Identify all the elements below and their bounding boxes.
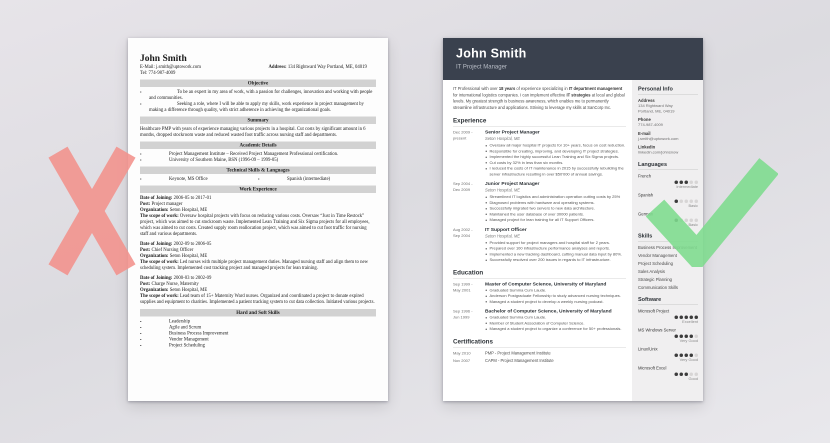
- certification-text: CAPM - Project Management Institute: [485, 358, 554, 363]
- skill-item: Business Process Improvement: [638, 244, 697, 250]
- address-label: Address:: [268, 64, 287, 70]
- job-bullet: Streamlined IT logistics and administration operation cutting costs by 25%: [485, 194, 626, 200]
- rating-dots: [638, 353, 698, 357]
- bullet-text: Keynote, MS Office: [169, 176, 208, 182]
- skill-item: Vendor Management: [638, 252, 677, 258]
- scope-label: The scope of work:: [140, 213, 179, 219]
- section-heading-certifications: Certifications: [453, 338, 626, 348]
- address-value: 134 Rightward Way Portland, ME, 04019: [287, 64, 367, 70]
- bad-resume-page: [128, 38, 388, 401]
- section-heading-experience: Experience: [453, 117, 626, 127]
- summary-paragraph: IT Professional with over 18 years of experience specializing in IT department management for international logistics companies. I can implement effective IT strategies at local and global levels. My greatest strength is business awareness, which enables me to permanently streamline infrastructure and applications. Striving to leverage my skills at SanCorp Inc.: [453, 86, 625, 110]
- resume-header: [140, 53, 376, 76]
- job-bullet: Cut costs by 32% in less than six months.: [485, 160, 626, 166]
- personal-field-address: Address 134 Rightward Way Portland, ME, 04019: [638, 98, 675, 114]
- bullet-item: [140, 157, 376, 163]
- software-rating: Microsoft Excel Good: [638, 365, 698, 381]
- education-entry: [453, 309, 626, 332]
- skill-item: Sales Analysis: [638, 268, 665, 274]
- email-value: j.smith@uptowork.com: [155, 64, 201, 70]
- bullet-marker: •: [140, 157, 142, 163]
- skill-item: Communication Skills: [638, 284, 679, 290]
- education-entry: [453, 281, 626, 304]
- software-rating: Microsoft Project Excellent: [638, 308, 698, 324]
- date-value: 2000-03 to 2002-09: [173, 275, 212, 281]
- job-bullet: Managed project for lean training for all IT Support Officers.: [485, 217, 626, 223]
- job-entry: [453, 130, 626, 178]
- sidebar-heading-personal-info: Personal Info: [638, 86, 698, 95]
- job-bullet: Oversaw all major hospital IT projects for 10+ years, focus on cost reduction.: [485, 143, 626, 149]
- candidate-name: John Smith: [456, 46, 527, 61]
- job-title: Senior Project Manager: [485, 129, 540, 135]
- rating-dots: [638, 315, 698, 319]
- approved-check-icon: [646, 157, 778, 267]
- bullet-marker: •: [140, 331, 142, 336]
- job-entry: [140, 275, 376, 305]
- sidebar-heading-languages: Languages: [638, 161, 698, 170]
- certification-date: May 2010: [453, 350, 471, 356]
- job-bullet: Responsible for creating, improving, and developing IT project strategies.: [485, 148, 626, 154]
- skill-item: Strategic Planning: [638, 276, 672, 282]
- org-value: Seton Hospital, ME: [169, 207, 208, 213]
- rejected-x-icon: [58, 152, 126, 270]
- summary-text: Healthcare PMP with years of experience managing various projects in a hospital. Cut costs by significant amount in 6 months, dropped stockroom waste and reduced wasted foot traffic across nursing staff and departments.: [140, 126, 366, 138]
- bullet-marker: •: [140, 325, 142, 330]
- job-title: Junior Project Manager: [485, 181, 540, 187]
- job-bullet: Diagnosed problems with hardware and operating systems.: [485, 200, 626, 206]
- job-dates: Aug 2002 - Sep 2004: [453, 227, 473, 238]
- bullet-marker: •: [140, 343, 142, 348]
- job-entry: [453, 227, 626, 263]
- skill-item: Project Scheduling: [638, 260, 673, 266]
- scope-label: The scope of work:: [140, 259, 179, 265]
- bullet-text: Spanish (intermediate): [287, 176, 331, 182]
- post-value: Charge Nurse, Maternity: [151, 281, 199, 287]
- date-label: Date of Joining:: [140, 195, 173, 201]
- resume-header: [443, 38, 703, 80]
- education-bullet: Managed a student project to develop a weekly nursing podcast.: [485, 299, 626, 305]
- org-label: Organization:: [140, 287, 169, 293]
- job-scope-line: [140, 259, 376, 271]
- bullet-text: Project Scheduling: [169, 343, 206, 348]
- section-heading-hard-soft-skills: Hard and Soft Skills: [140, 309, 376, 317]
- tel-line: [140, 70, 269, 76]
- section-heading-education: Education: [453, 269, 626, 279]
- job-bullet: Implemented the highly successful Lean Training and Six Sigma projects.: [485, 154, 626, 160]
- bullet-marker: •: [140, 101, 142, 107]
- email-label: E-Mail:: [140, 64, 155, 70]
- education-dates: Sep 1999 - May 2001: [453, 281, 473, 293]
- bullet-marker: •: [140, 337, 142, 342]
- org-value: Seton Hospital, ME: [169, 287, 208, 293]
- section-heading-work-experience: Work Experience: [140, 186, 376, 194]
- bad-resume-content: [128, 38, 388, 401]
- job-bullet: I reduced the costs of IT maintenance in 2015 by successfully rebuilding the server infrastructure resulting in over $50'000 of annual savings.: [485, 166, 626, 178]
- sidebar-heading-software: Software: [638, 296, 698, 305]
- org-label: Organization:: [140, 207, 169, 213]
- bullet-text: Vendor Management: [169, 337, 209, 342]
- job-bullet: Maintained the user database of over 30000 patients.: [485, 211, 626, 217]
- education-bullet: Managed a student project to organize a conference for 50+ professionals.: [485, 326, 626, 332]
- job-scope-line: [140, 293, 376, 305]
- candidate-name: John Smith: [140, 53, 187, 64]
- job-company: Seton Hospital, ME: [485, 188, 521, 193]
- section-heading-academic: Academic Details: [140, 142, 376, 150]
- bullet-text: Agile and Scrum: [169, 325, 202, 330]
- post-label: Post:: [140, 201, 151, 207]
- rating-dots: [638, 372, 698, 376]
- job-dates: Sep 2004 - Dec 2009: [453, 181, 473, 192]
- language-rating: Spanish Basic: [638, 192, 698, 208]
- certification-entry: [453, 358, 626, 364]
- section-heading-objective: Objective: [140, 80, 376, 88]
- education-bullet: Anderson Postgraduate Fellowship to study advanced nursing techniques.: [485, 293, 626, 299]
- address-line: [269, 53, 377, 76]
- personal-field-phone: Phone 774-987-4009: [638, 117, 663, 127]
- bullet-marker: •: [258, 176, 260, 182]
- scope-label: The scope of work:: [140, 293, 179, 299]
- language-rating: French Intermediate: [638, 173, 698, 189]
- tech-skills-row: [140, 176, 376, 182]
- skills-list: [140, 319, 376, 349]
- org-value: Seton Hospital, ME: [169, 253, 208, 259]
- section-heading-tech-skills: Technical Skills & Languages: [140, 167, 376, 175]
- personal-field-linkedin: LinkedIn linkedin.com/johnsnow: [638, 144, 679, 155]
- resume-main-column: [443, 80, 632, 401]
- bullet-text: Business Process Improvement: [169, 331, 229, 336]
- scope-value: Led nurses with multiple project management duties. Managed nursing staff and align them to new scheduling system. Implemented cost tracking project and managed projects for lean training.: [140, 259, 369, 271]
- post-value: Chief Nursing Officer: [151, 247, 194, 253]
- bullet-item: [140, 343, 376, 349]
- job-scope-line: [140, 213, 376, 237]
- tel-label: Tel:: [140, 70, 148, 76]
- degree-title: Master of Computer Science, University of Maryland: [485, 281, 607, 287]
- org-label: Organization:: [140, 253, 169, 259]
- software-rating: MS Windows Server Very Good: [638, 327, 698, 343]
- bullet-item: [140, 101, 376, 113]
- rating-dots: [638, 334, 698, 338]
- bullet-text: University of Southern Maine, BSN (1996-09 – 1999-05): [169, 157, 279, 163]
- bullet-marker: •: [140, 319, 142, 324]
- education-bullet: Graduated Summa Cum Laude.: [485, 287, 626, 293]
- tel-value: 774-987-4009: [148, 70, 176, 76]
- bullet-marker: •: [140, 151, 142, 157]
- date-label: Date of Joining:: [140, 241, 173, 247]
- job-company: Seton Hospital, ME: [485, 233, 521, 239]
- bullet-item: [140, 176, 258, 182]
- personal-field-email: E-mail j.smith@uptowork.com: [638, 130, 679, 141]
- education-bullet: Member of Student Association of Computer Science.: [485, 320, 626, 326]
- certification-entry: [453, 350, 626, 356]
- sidebar-heading-skills: Skills: [638, 233, 698, 242]
- scope-value: Oversaw hospital projects with focus on reducing various costs. Oversaw “Just in Time Restock” project, which was aimed to cut stockroom waste. Implemented Lean Training and Six Sigma projects for all employees, which was aimed to cut costs. Created supply room reallocation project, which was aimed to cut foot traffic for nursing staff and various departments.: [140, 213, 370, 237]
- post-label: Post:: [140, 247, 151, 253]
- bullet-text: Seeking a role, where I will be able to apply my skills, work experience in project management by making a difference through quality, with strict adherence in achieving the organizational goals.: [149, 101, 364, 113]
- scope-value: Lead team of 15+ Maternity Ward nurses. Organized and coordinated a project to donate expired supplies and equipment to charities. Implemented a patient tracking system to cut data collection. Initiated various projects.: [140, 293, 375, 305]
- date-value: 2002-09 to 2006-05: [173, 241, 212, 247]
- certification-text: PMP - Project Management Institute: [485, 350, 551, 356]
- education-bullet: Graduated Summa Cum Laude.: [485, 315, 626, 321]
- date-label: Date of Joining:: [140, 275, 173, 281]
- section-heading-summary: Summary: [140, 117, 376, 125]
- language-rating: German Basic: [638, 211, 698, 227]
- bullet-item: [140, 89, 376, 101]
- job-entry: [140, 195, 376, 237]
- job-bullet: Successfully resolved over 200 issues in regards to IT infrastructure.: [485, 257, 626, 263]
- degree-title: Bachelor of Computer Science, University of Maryland: [485, 308, 612, 314]
- software-rating: Linux/Unix Very Good: [638, 346, 698, 362]
- job-entry: [140, 241, 376, 271]
- date-value: 2006-05 to 2017-01: [173, 195, 212, 201]
- bullet-item: [258, 176, 376, 182]
- job-bullet: Prepared over 100 infrastructure performance analyses and reports.: [485, 246, 626, 252]
- job-bullet: Implemented a new tracking dashboard, cutting manual data input by 80%.: [485, 251, 626, 257]
- candidate-title: IT Project Manager: [456, 63, 507, 70]
- education-dates: Sep 1996 - Jun 1999: [453, 309, 473, 320]
- job-entry: [453, 181, 626, 223]
- job-bullet: Successfully migrated two servers to new data architecture.: [485, 206, 626, 212]
- certification-date: Nov 2007: [453, 358, 471, 363]
- bullet-text: To be an expert in my area of work, with a passion for challenges, innovation and working with people and communities.: [149, 89, 373, 101]
- bullet-marker: •: [140, 176, 142, 182]
- bullet-marker: •: [140, 89, 142, 95]
- bullet-text: Project Management Institute – Received Project Management Professional certification.: [169, 151, 339, 157]
- bullet-text: Leadership: [169, 319, 191, 324]
- job-title: IT Support Officer: [485, 226, 527, 233]
- job-bullet: Provided support for project managers and hospital staff for 2 years.: [485, 240, 626, 246]
- job-company: Seton Hospital, ME: [485, 136, 521, 141]
- post-label: Post:: [140, 281, 151, 287]
- post-value: Project manager: [151, 201, 183, 207]
- job-dates: Dec 2009 - present: [453, 130, 473, 141]
